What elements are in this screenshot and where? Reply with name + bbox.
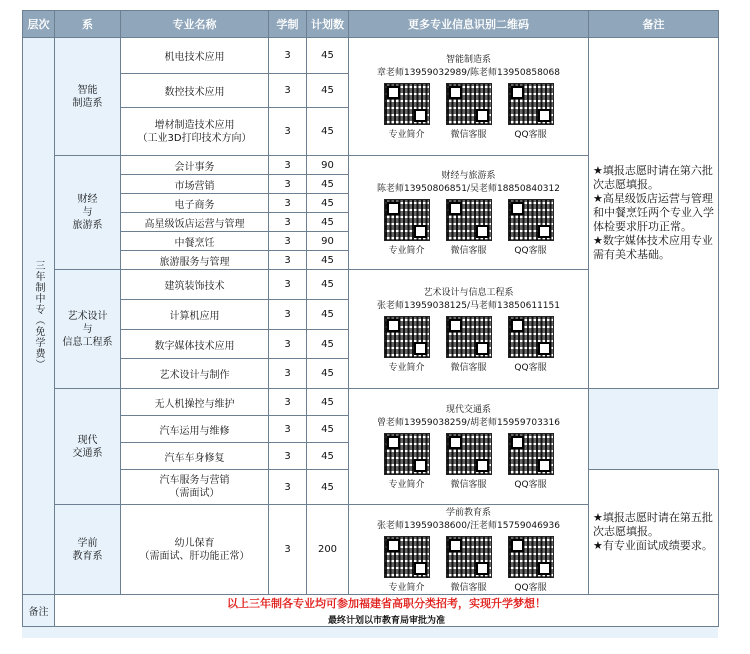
qr-group [349, 316, 588, 373]
major-years: 3 [269, 232, 307, 251]
dept-name: 智能 制造系 [72, 84, 103, 109]
table-row [23, 389, 719, 416]
major-years: 3 [269, 505, 307, 595]
qr-cell [349, 156, 589, 270]
major-plan: 45 [307, 270, 349, 300]
major-name: 汽车服务与营销 （需面试） [121, 470, 269, 505]
major-name: 数控技术应用 [121, 74, 269, 108]
major-years: 3 [269, 108, 307, 156]
dept-name: 财经 与 旅游系 [72, 194, 103, 231]
major-plan: 45 [307, 300, 349, 330]
contact-title: 学前教育系 [445, 508, 491, 518]
qr-label: QQ客服 [514, 130, 547, 140]
level-cell [23, 38, 55, 595]
qr-code-icon[interactable] [384, 83, 430, 125]
qr-label: 微信客服 [450, 362, 487, 373]
major-years: 3 [269, 213, 307, 232]
qr-code-icon[interactable] [446, 536, 492, 578]
dept-cell [55, 270, 121, 389]
header-note: 备注 [589, 11, 719, 38]
major-years: 3 [269, 359, 307, 389]
qr-label: 微信客服 [450, 480, 487, 490]
major-years: 3 [269, 270, 307, 300]
major-name: 市场营销 [121, 175, 269, 194]
qr-code-icon[interactable] [384, 536, 430, 578]
major-years: 3 [269, 330, 307, 359]
major-name: 汽车运用与维修 [121, 416, 269, 443]
major-years: 3 [269, 74, 307, 108]
contact-title: 艺术设计与信息工程系 [423, 287, 514, 298]
major-plan: 45 [307, 359, 349, 389]
qr-code-icon[interactable] [384, 199, 430, 241]
footer-label: 备注 [23, 595, 55, 627]
footer-highlight: 以上三年制各专业均可参加福建省高职分类招考，实现升学梦想！ [227, 597, 546, 610]
qr-label: QQ客服 [514, 583, 547, 593]
contact-phones: 张老师13959038600/汪老师15759046936 [376, 521, 560, 531]
major-name: 会计事务 [121, 156, 269, 175]
level-text: 三年制中专（免学费） [33, 259, 44, 370]
contact-title: 现代交通系 [445, 405, 491, 415]
qr-code-icon[interactable] [446, 83, 492, 125]
qr-code-icon[interactable] [508, 199, 554, 241]
qr-code-icon[interactable] [446, 199, 492, 241]
major-name: 计算机应用 [121, 300, 269, 330]
dept-cell [55, 505, 121, 595]
major-years: 3 [269, 251, 307, 270]
qr-group [349, 83, 588, 140]
qr-label: 微信客服 [450, 130, 487, 140]
major-plan: 45 [307, 194, 349, 213]
header-major: 专业名称 [121, 11, 269, 38]
major-plan: 200 [307, 505, 349, 595]
contact-phones: 陈老师13950806851/吴老师18850840312 [376, 184, 560, 194]
major-plan: 45 [307, 416, 349, 443]
note-text: ★填报志愿时请在第六批次志愿填报。 ★高星级饭店运营与管理和中餐烹饪两个专业入学体检要求肝功正常。 ★数字媒体技术应用专业需有美术基础。 [593, 164, 714, 261]
contact-title: 财经与旅游系 [441, 171, 496, 181]
qr-group [349, 199, 588, 256]
qr-cell [349, 389, 589, 505]
major-plan: 45 [307, 108, 349, 156]
header-level: 层次 [23, 11, 55, 38]
qr-label: 微信客服 [450, 246, 487, 256]
qr-label: 专业简介 [388, 246, 425, 256]
qr-code-icon[interactable] [384, 433, 430, 475]
qr-label: 微信客服 [450, 583, 487, 593]
major-name: 建筑装饰技术 [121, 270, 269, 300]
major-years: 3 [269, 175, 307, 194]
major-name: 汽车车身修复 [121, 443, 269, 470]
major-plan: 90 [307, 232, 349, 251]
qr-label: QQ客服 [514, 480, 547, 490]
header-years: 学制 [269, 11, 307, 38]
major-years: 3 [269, 300, 307, 330]
qr-cell [349, 38, 589, 156]
major-plan: 45 [307, 175, 349, 194]
qr-label: QQ客服 [514, 362, 547, 373]
qr-group [349, 536, 588, 593]
contact-title: 智能制造系 [445, 55, 491, 65]
footer-approval: 最终计划以市教育局审批为准 [327, 616, 445, 626]
dept-name: 学前 教育系 [72, 537, 103, 562]
header-row [23, 11, 719, 38]
major-plan: 45 [307, 213, 349, 232]
major-years: 3 [269, 156, 307, 175]
qr-label: 专业简介 [388, 130, 425, 140]
qr-group [349, 433, 588, 490]
footer-cell [55, 595, 719, 627]
major-name: 数字媒体技术应用 [121, 330, 269, 359]
major-plan: 45 [307, 389, 349, 416]
contact-phones: 张老师13959038125/马老师13850611151 [376, 300, 560, 311]
major-name: 增材制造技术应用 （工业3D打印技术方向） [121, 108, 269, 156]
major-years: 3 [269, 416, 307, 443]
qr-label: 专业简介 [388, 362, 425, 373]
major-years: 3 [269, 443, 307, 470]
dept-name: 艺术设计 与 信息工程系 [62, 310, 113, 348]
major-plan: 45 [307, 470, 349, 505]
major-years: 3 [269, 194, 307, 213]
qr-code-icon[interactable] [384, 316, 430, 358]
major-name: 机电技术应用 [121, 38, 269, 74]
major-name: 旅游服务与管理 [121, 251, 269, 270]
major-plan: 45 [307, 330, 349, 359]
qr-code-icon[interactable] [508, 433, 554, 475]
qr-code-icon[interactable] [446, 433, 492, 475]
major-name: 电子商务 [121, 194, 269, 213]
header-qr: 更多专业信息识别二维码 [349, 11, 589, 38]
major-plan: 90 [307, 156, 349, 175]
dept-cell [55, 156, 121, 270]
qr-label: 专业简介 [388, 480, 425, 490]
qr-label: QQ客服 [514, 246, 547, 256]
note-cell [589, 470, 719, 595]
dept-cell [55, 38, 121, 156]
footer-row [23, 595, 719, 627]
major-name: 高星级饭店运营与管理 [121, 213, 269, 232]
qr-code-icon[interactable] [508, 316, 554, 358]
major-name: 中餐烹饪 [121, 232, 269, 251]
qr-code-icon[interactable] [446, 316, 492, 358]
major-plan: 45 [307, 74, 349, 108]
qr-cell [349, 270, 589, 389]
qr-cell [349, 505, 589, 595]
major-name: 无人机操控与维护 [121, 389, 269, 416]
major-years: 3 [269, 389, 307, 416]
major-years: 3 [269, 38, 307, 74]
table-row [23, 38, 719, 74]
major-plan: 45 [307, 443, 349, 470]
major-years: 3 [269, 470, 307, 505]
note-cell [589, 38, 719, 389]
enrollment-table-container [22, 10, 718, 638]
note-text: ★填报志愿时请在第五批次志愿填报。 ★有专业面试成绩要求。 [593, 511, 713, 552]
enrollment-table [22, 10, 719, 627]
header-dept: 系 [55, 11, 121, 38]
header-plan: 计划数 [307, 11, 349, 38]
major-name: 幼儿保育 （需面试、肝功能正常） [121, 505, 269, 595]
qr-label: 专业简介 [388, 583, 425, 593]
contact-phones: 曾老师13959038259/胡老师15959703316 [376, 418, 560, 428]
dept-name: 现代 交通系 [72, 434, 103, 459]
contact-phones: 章老师13959032989/陈老师13950858068 [376, 68, 560, 78]
major-plan: 45 [307, 38, 349, 74]
major-name: 艺术设计与制作 [121, 359, 269, 389]
dept-cell [55, 389, 121, 505]
qr-code-icon[interactable] [508, 536, 554, 578]
major-plan: 45 [307, 251, 349, 270]
qr-code-icon[interactable] [508, 83, 554, 125]
